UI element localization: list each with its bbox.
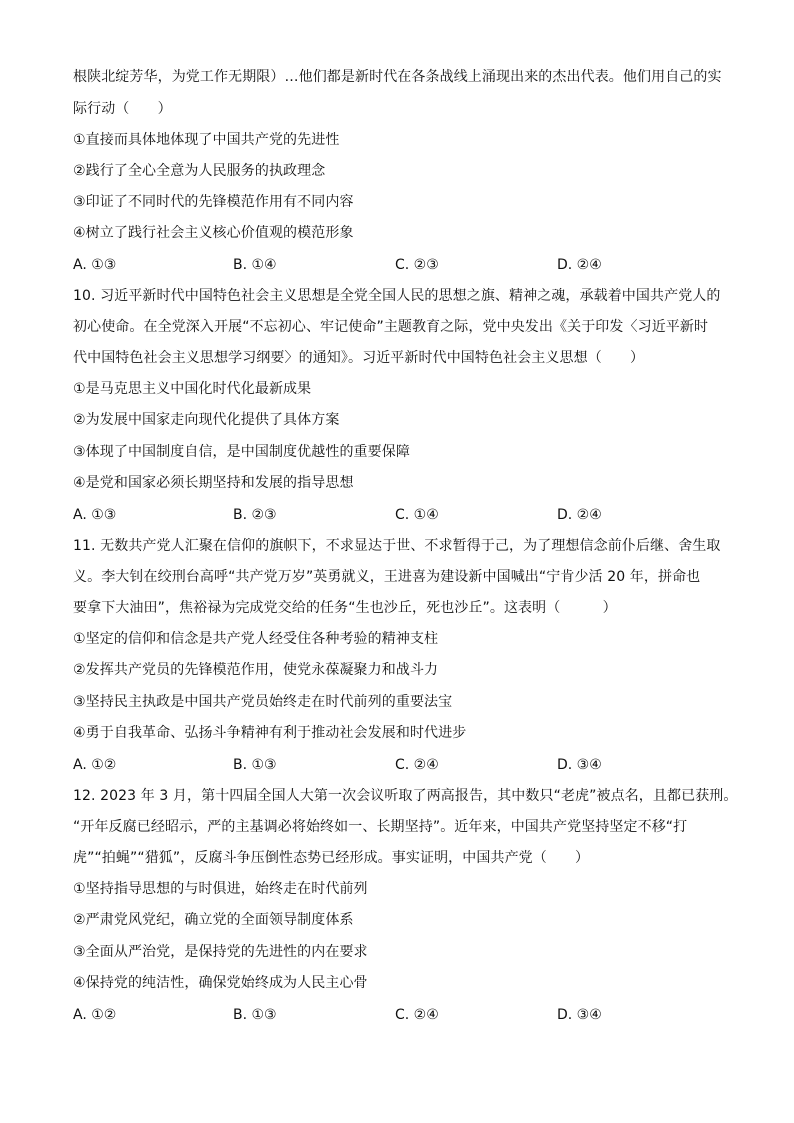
q9-option-b[interactable]: B. ①④	[233, 257, 277, 273]
q12-statement-4: ④保持党的纯洁性，确保党始终成为人民主心骨	[73, 975, 368, 991]
q12-stem-line-1: 12. 2023 年 3 月，第十四届全国人大第一次会议听取了两高报告，其中数只“老虎”被点名，且都已获刑。	[73, 788, 738, 804]
q9-option-d[interactable]: D. ②④	[557, 257, 602, 273]
q11-statement-2: ②发挥共产党员的先锋模范作用，使党永葆凝聚力和战斗力	[73, 662, 439, 678]
q11-options	[73, 756, 733, 774]
q12-stem-line-3: 虎”“拍蝇”“猎狐”，反腐斗争压倒性态势已经形成。事实证明，中国共产党（ ）	[73, 850, 590, 866]
q9-statement-2: ②践行了全心全意为人民服务的执政理念	[73, 163, 326, 179]
q10-stem-line-2: 初心使命。在全党深入开展“不忘初心、牢记使命”主题教育之际，党中央发出《关于印发〈习近平新时	[73, 319, 709, 335]
q12-options	[73, 1006, 733, 1024]
q10-option-c[interactable]: C. ①④	[395, 507, 439, 523]
q12-option-d[interactable]: D. ③④	[557, 1007, 602, 1023]
q11-option-d[interactable]: D. ③④	[557, 757, 602, 773]
q12-statement-1: ①坚持指导思想的与时俱进，始终走在时代前列	[73, 881, 368, 897]
q10-stem-line-3: 代中国特色社会主义思想学习纲要〉的通知》。习近平新时代中国特色社会主义思想（ ）	[73, 350, 645, 366]
q11-statement-4: ④勇于自我革命、弘扬斗争精神有利于推动社会发展和时代进步	[73, 725, 467, 741]
q11-statement-3: ③坚持民主执政是中国共产党员始终走在时代前列的重要法宝	[73, 694, 453, 710]
q11-option-a[interactable]: A. ①②	[73, 757, 117, 773]
q11-statement-1: ①坚定的信仰和信念是共产党人经受住各种考验的精神支柱	[73, 631, 439, 647]
q12-stem-line-2: “开年反腐已经昭示，严的主基调必将始终如一、长期坚持”。近年来，中国共产党坚持坚定不移“打	[73, 819, 688, 835]
q12-option-c[interactable]: C. ②④	[395, 1007, 439, 1023]
q11-stem-line-2: 义。李大钊在绞刑台高呼“共产党万岁”英勇就义，王进喜为建设新中国喊出“宁肯少活 20 年，拼命也	[73, 569, 701, 585]
q10-option-b[interactable]: B. ②③	[233, 507, 277, 523]
q10-statement-4: ④是党和国家必须长期坚持和发展的指导思想	[73, 475, 354, 491]
q11-stem-line-3: 要拿下大油田”，焦裕禄为完成党交给的任务“生也沙丘，死也沙丘”。这表明（ ）	[73, 600, 617, 616]
q9-stem-line-1: 根陕北绽芳华，为党工作无期限）…他们都是新时代在各条战线上涌现出来的杰出代表。他们用自己的实	[73, 69, 722, 85]
q10-stem-line-1: 10. 习近平新时代中国特色社会主义思想是全党全国人民的思想之旗、精神之魂，承载着中国共产党人的	[73, 288, 721, 304]
q12-statement-2: ②严肃党风党纪，确立党的全面领导制度体系	[73, 912, 354, 928]
q11-stem-line-1: 11. 无数共产党人汇聚在信仰的旗帜下，不求显达于世、不求暂得于己，为了理想信念前仆后继、舍生取	[73, 538, 721, 554]
q9-statement-4: ④树立了践行社会主义核心价值观的模范形象	[73, 225, 354, 241]
q10-option-d[interactable]: D. ②④	[557, 507, 602, 523]
q9-statement-1: ①直接而具体地体现了中国共产党的先进性	[73, 132, 340, 148]
q12-statement-3: ③全面从严治党，是保持党的先进性的内在要求	[73, 944, 368, 960]
q10-option-a[interactable]: A. ①③	[73, 507, 117, 523]
q9-options	[73, 256, 733, 274]
q10-statement-2: ②为发展中国家走向现代化提供了具体方案	[73, 412, 340, 428]
q9-statement-3: ③印证了不同时代的先锋模范作用有不同内容	[73, 194, 354, 210]
q10-statement-3: ③体现了中国制度自信，是中国制度优越性的重要保障	[73, 444, 410, 460]
q10-options	[73, 506, 733, 524]
q10-statement-1: ①是马克思主义中国化时代化最新成果	[73, 381, 312, 397]
q9-stem-line-2: 际行动（ ）	[73, 101, 172, 117]
q12-option-a[interactable]: A. ①②	[73, 1007, 117, 1023]
q11-option-b[interactable]: B. ①③	[233, 757, 277, 773]
q12-option-b[interactable]: B. ①③	[233, 1007, 277, 1023]
q9-option-a[interactable]: A. ①③	[73, 257, 117, 273]
q9-option-c[interactable]: C. ②③	[395, 257, 439, 273]
q11-option-c[interactable]: C. ②④	[395, 757, 439, 773]
